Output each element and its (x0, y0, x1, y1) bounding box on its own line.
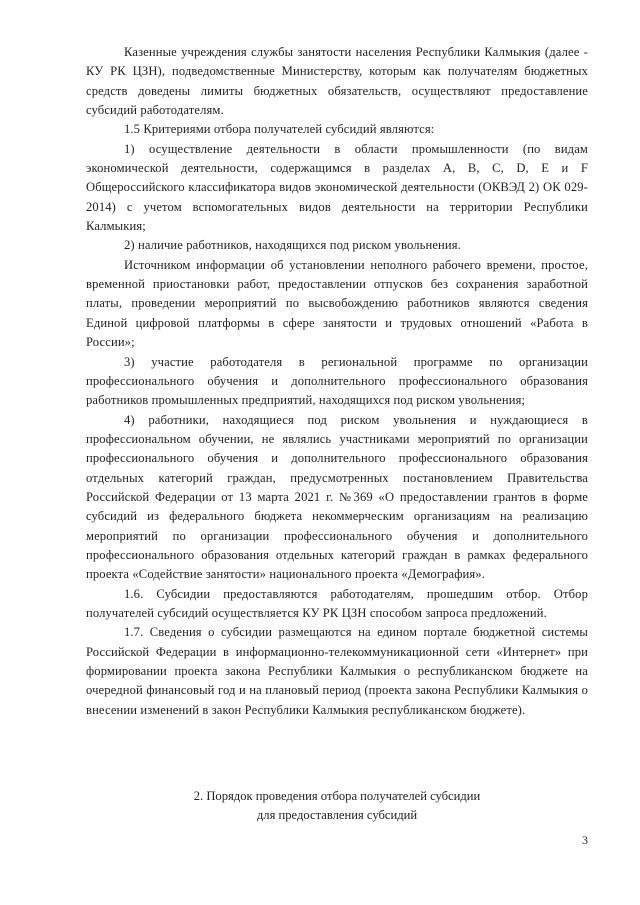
paragraph-1-7: 1.7. Сведения о субсидии размещаются на едином портале бюджетной системы Российской Федерации в информационно-телекоммуникационной сети «Интернет» при формировании проекта закона Республики Калмыкия о республиканском бюджете на очередной финансовый год и на плановый период (проекта закона Республики Калмыкия о внесении изменений в закон Республики Калмыкия республиканском бюджете). (86, 625, 588, 717)
paragraph-criterion-3: 3) участие работодателя в региональной программе по организации профессионального обучения и дополнительного профессионального образования работников промышленных предприятий, находящихся под риском увольнения; (86, 354, 588, 408)
paragraph-info-source: Источником информации об установлении неполного рабочего времени, простое, временной приостановки работ, предоставлении отпусков без сохранения заработной платы, проведении мероприятий по высвобождению работников являются сведения Единой цифровой платформы в сфере занятости и трудовых отношений «Работа в России»; (86, 257, 588, 350)
section-title (86, 787, 588, 826)
document-body (86, 43, 588, 720)
paragraph-criterion-4: 4) работники, находящиеся под риском увольнения и нуждающиеся в профессиональном обучении, не являлись участниками мероприятий по организации профессионального обучения и дополнительного профессионального образования отдельных категорий граждан, предусмотренных постановлением Правительства Российской Федерации от 13 марта 2021 г. №369 «О предоставлении грантов в форме субсидий из федерального бюджета некоммерческим организациям на реализацию мероприятий по организации профессионального обучения и дополнительного профессионального образования отдельных категорий граждан в рамках федерального проекта «Содействие занятости» национального проекта «Демография». (86, 412, 588, 582)
paragraph-criterion-2: 2) наличие работников, находящихся под риском увольнения. (124, 238, 461, 253)
section-title-line-1: 2. Порядок проведения отбора получателей субсидии (193, 789, 481, 803)
paragraph-criteria-heading: 1.5 Критериями отбора получателей субсидий являются: (124, 122, 435, 137)
page-number: 3 (582, 833, 588, 847)
section-title-line-2: для предоставления субсидий (256, 808, 418, 823)
paragraph-1-6: 1.6. Субсидии предоставляются работодателям, прошедшим отбор. Отбор получателей субсидий осуществляется КУ РК ЦЗН способом запроса предложений. (86, 586, 588, 620)
paragraph-criterion-1: 1) осуществление деятельности в области промышленности (по видам экономической деятельности, содержащимся в разделах A, B, C, D, E и F Общероссийского классификатора видов экономической деятельности (ОКВЭД 2) ОК 029-2014) с учетом вспомогательных видов деятельности на территории Республики Калмыкия; (86, 141, 588, 234)
paragraph-intro: Казенные учреждения службы занятости населения Республики Калмыкия (далее - КУ РК ЦЗН), подведомственные Министерству, которым как получателям бюджетных средств доведены лимиты бюджетных обязательств, осуществляют предоставление субсидий работодателям. (86, 45, 588, 118)
